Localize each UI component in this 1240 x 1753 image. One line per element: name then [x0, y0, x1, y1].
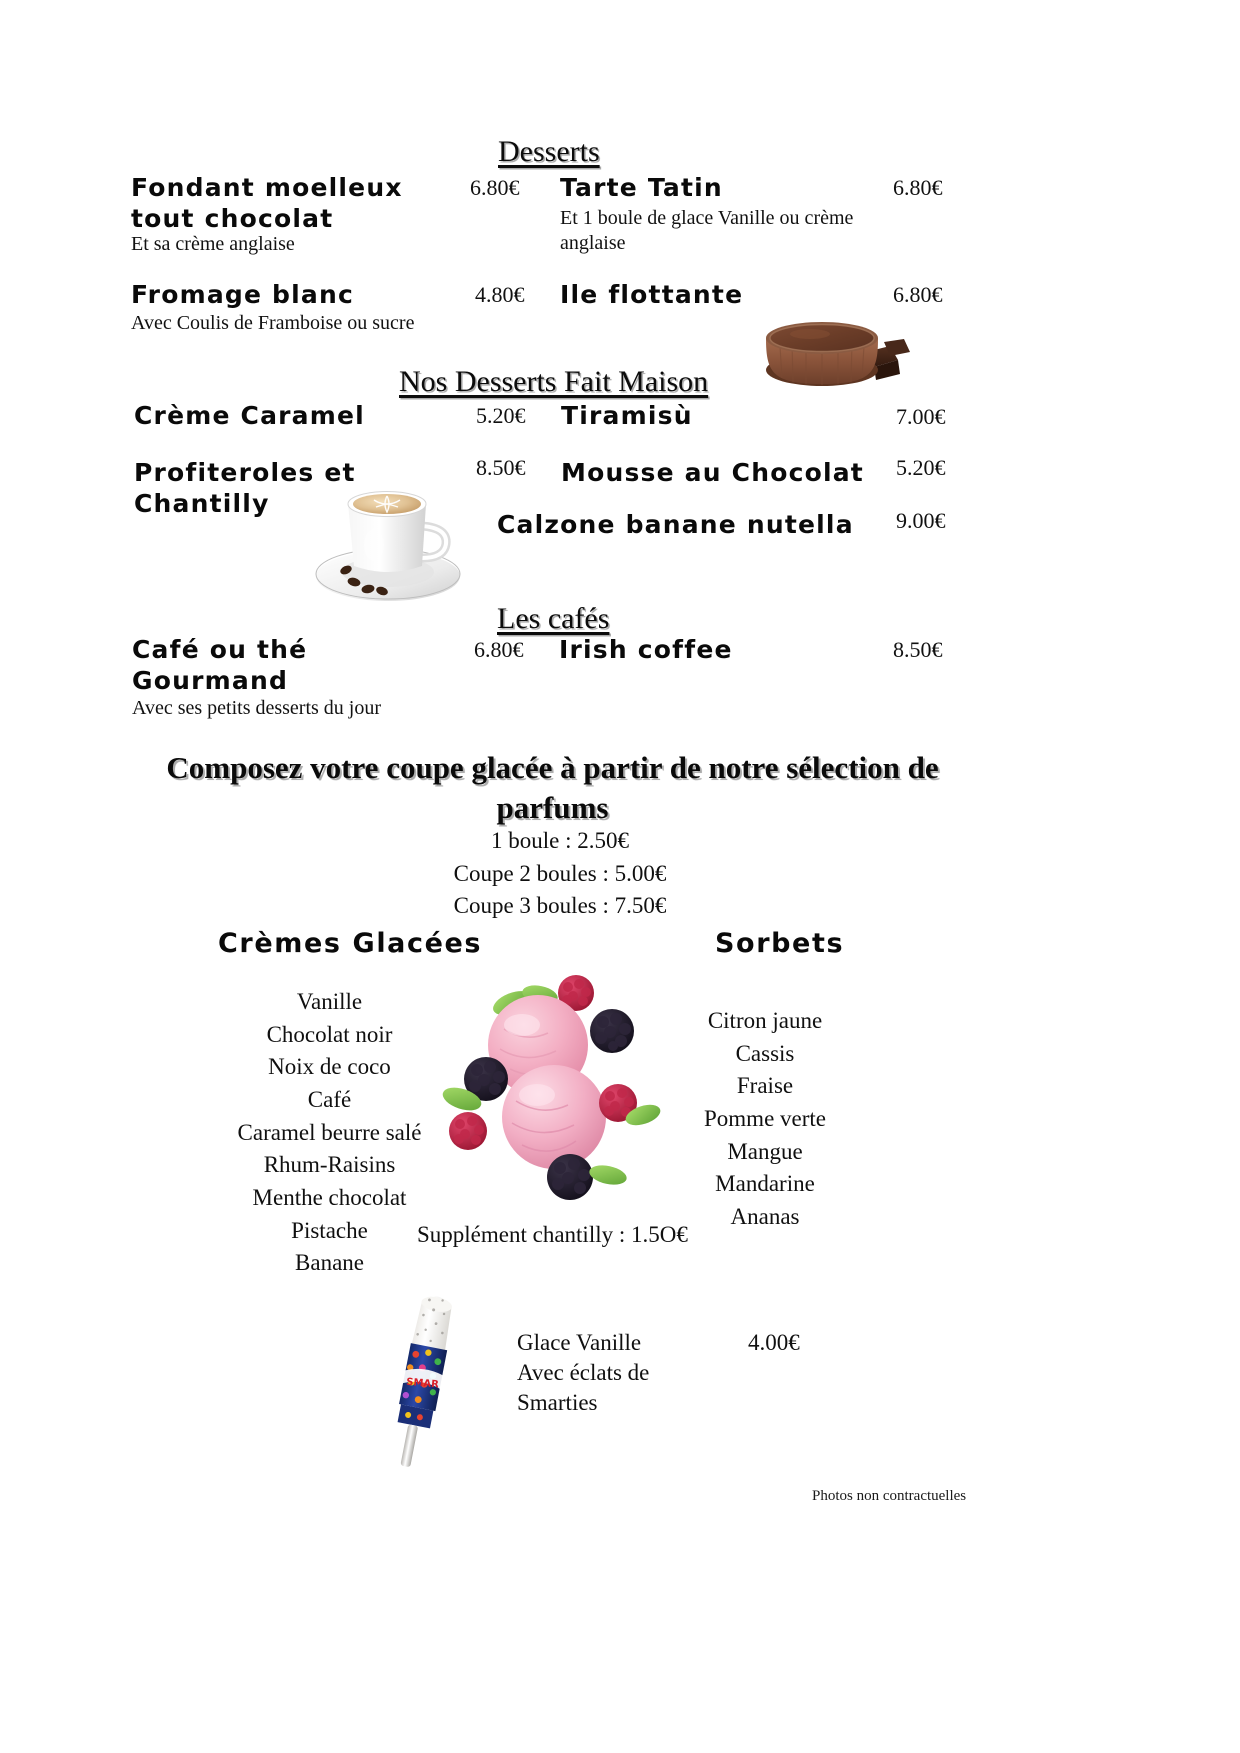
- flavor-item: Ananas: [730, 1203, 800, 1229]
- cappuccino-cup-image: [310, 490, 470, 605]
- menu-item-name: Profiteroles et Chantilly: [134, 458, 356, 518]
- menu-item-name: Mousse au Chocolat: [561, 458, 864, 487]
- scoop-price-line: Coupe 3 boules : 7.50€: [453, 893, 667, 919]
- menu-item-name: Crème Caramel: [134, 401, 365, 430]
- menu-item-price: 8.50€: [893, 637, 943, 662]
- footer-disclaimer: Photos non contractuelles: [812, 1488, 967, 1504]
- flavor-item: Pomme verte: [704, 1105, 826, 1131]
- section-heading-desserts: Desserts: [498, 135, 600, 168]
- sorbet-flavor-list: [680, 1005, 850, 1234]
- scoop-price-line: Coupe 2 boules : 5.00€: [453, 860, 667, 886]
- flavor-item: Vanille: [296, 989, 363, 1014]
- menu-item-name: Café ou thé Gourmand: [132, 635, 308, 695]
- menu-item-price: 5.20€: [896, 455, 946, 480]
- menu-item-description: Avec Coulis de Framboise ou sucre: [131, 312, 415, 334]
- flavor-item: Fraise: [736, 1073, 794, 1099]
- flavor-item: Cassis: [735, 1040, 795, 1066]
- supplement-chantilly-text: Supplément chantilly : 1.5O€: [417, 1222, 688, 1247]
- menu-item-price: 6.80€: [893, 175, 943, 200]
- scoop-price-list: [360, 825, 760, 923]
- smarties-name-line: Smarties: [517, 1389, 598, 1415]
- menu-item-name: Fondant moelleux tout chocolat: [131, 173, 403, 233]
- menu-item-name: Ile flottante: [560, 280, 744, 309]
- menu-item-description: Et sa crème anglaise: [131, 233, 295, 255]
- flavor-item: Citron jaune: [707, 1008, 823, 1033]
- flavor-item: Caramel beurre salé: [237, 1119, 422, 1145]
- flavor-item: Café: [307, 1086, 352, 1112]
- scoop-price-line: 1 boule : 2.50€: [491, 828, 629, 853]
- menu-item-price: 5.20€: [476, 403, 526, 428]
- menu-item-description: Et 1 boule de glace Vanille ou crème anglaise: [560, 207, 854, 254]
- menu-item-name: Calzone banane nutella: [497, 510, 854, 539]
- menu-item-price: 7.00€: [896, 404, 946, 429]
- flavor-item: Mangue: [727, 1138, 803, 1164]
- section-heading-fait-maison: Nos Desserts Fait Maison: [399, 365, 709, 398]
- compose-heading: Composez votre coupe glacée à partir de notre sélection de parfums: [166, 750, 939, 826]
- menu-item-price: 6.80€: [470, 175, 520, 200]
- section-heading-cafes: Les cafés: [497, 602, 610, 635]
- ice-cream-flavor-list: [222, 986, 437, 1280]
- menu-item-name: Fromage blanc: [131, 280, 355, 309]
- flavor-item: Pistache: [291, 1217, 368, 1243]
- mousse-au-chocolat-image: [762, 312, 912, 394]
- smarties-name-line: Avec éclats de: [517, 1359, 650, 1385]
- flavor-item: Chocolat noir: [266, 1021, 393, 1047]
- svg-text:SMAR: SMAR: [405, 1376, 440, 1391]
- menu-item-price: 9.00€: [896, 508, 946, 533]
- flavor-item: Banane: [295, 1250, 364, 1276]
- smarties-item-name: [517, 1328, 747, 1418]
- flavor-item: Mandarine: [715, 1171, 815, 1197]
- menu-item-name: Tarte Tatin: [560, 173, 723, 202]
- flavor-item: Rhum-Raisins: [263, 1152, 396, 1178]
- menu-item-price: 4.80€: [475, 282, 525, 307]
- menu-item-name: Tiramisù: [561, 401, 693, 430]
- smarties-name-line: Glace Vanille: [517, 1330, 642, 1355]
- smarties-pop-image: [388, 1280, 478, 1472]
- ice-cream-scoops-image: [440, 975, 670, 1205]
- smarties-item-price: 4.00€: [748, 1330, 800, 1355]
- flavor-item: Menthe chocolat: [252, 1184, 407, 1210]
- heading-cremes-glacees: Crèmes Glacées: [218, 928, 483, 959]
- menu-item-name: Irish coffee: [559, 635, 733, 664]
- menu-item-description: Avec ses petits desserts du jour: [132, 697, 382, 719]
- flavor-item: Noix de coco: [268, 1054, 391, 1080]
- menu-item-price: 8.50€: [476, 455, 526, 480]
- heading-sorbets: Sorbets: [715, 928, 845, 959]
- menu-item-price: 6.80€: [893, 282, 943, 307]
- menu-item-price: 6.80€: [474, 637, 524, 662]
